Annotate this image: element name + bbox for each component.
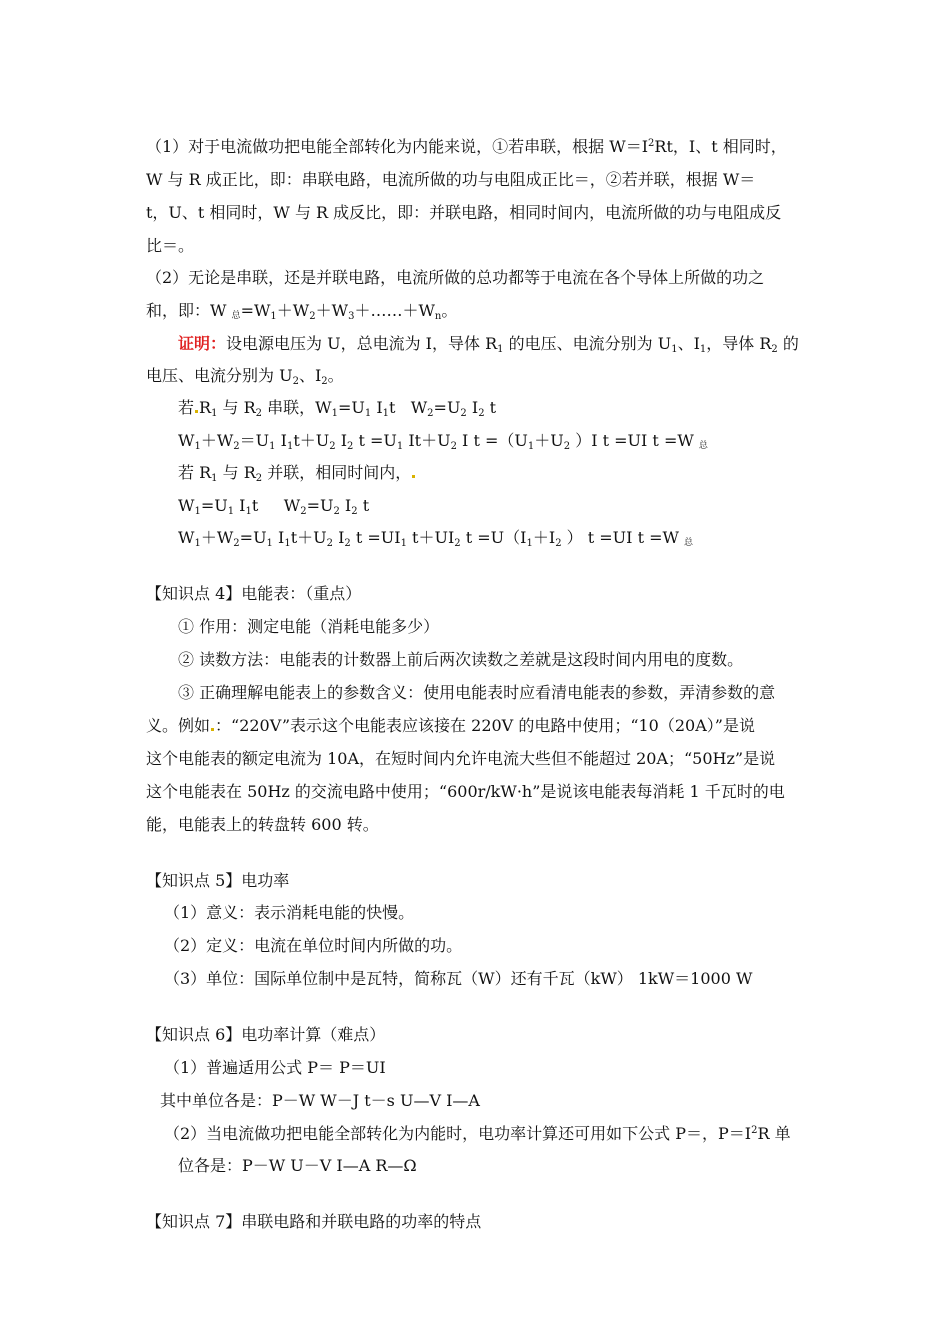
work-para1-line3: t，U、t 相同时，W 与 R 成反比，即：并联电路，相同时间内，电流所做的功与电阻成反: [146, 203, 782, 222]
series-equation: $W_1+W_2=U_1$ $I_1t+U_2$ $I_2$ $t =U_1$ $It+U_2$ I $t =(U_1+U_2$ ）I t =UI t =W 总: [178, 431, 708, 452]
work-para2-line1: （2）无论是串联，还是并联电路，电流所做的总功都等于电流在各个导体上所做的功之: [146, 268, 765, 287]
parallel-equation: $W_1+W_2=U_1$ $I_1t+U_2$ $I_2$ $t =UI_1$ $t+UI_2$ $t =U(I_1+I_2$ ） t =UI t =W 总: [178, 528, 694, 549]
proof-label: 证明：: [178, 334, 227, 353]
work-para2-line2: 和，即：W 总$=W_1+W_2+W_3+\dots\dots+W_n$。: [146, 301, 458, 322]
kp4-cont-4: 能，电能表上的转盘转 600 转。: [146, 815, 379, 834]
kp5-heading: 【知识点 5】电功率: [146, 871, 290, 890]
work-para1-line1: （1）对于电流做功把电能全部转化为内能来说，①若串联，根据 $W=I^2Rt$，I、t 相同时，: [146, 137, 787, 156]
kp4-cont-3: 这个电能表在 50Hz 的交流电路中使用；“600r/kW·h”是说该电能表每消耗 1 千瓦时的电: [146, 782, 785, 801]
kp4-cont-1: 义。例如 ：“220V”表示这个电能表应该接在 220V 的电路中使用；“10（20A）”是说: [146, 716, 755, 735]
parallel-line: $W_1=U_1$ $I_1t$ $W_2=U_2$ $I_2$ t: [178, 496, 370, 517]
kp6-formula-heat: （2）当电流做功把电能全部转化为内能时，电功率计算还可用如下公式 P＝，$P=I^2R$ 单: [164, 1124, 791, 1143]
work-para1-line4: 比＝。: [146, 236, 195, 255]
kp6-heading: 【知识点 6】电功率计算（难点）: [146, 1025, 386, 1044]
kp4-heading: 【知识点 4】电能表：（重点）: [146, 584, 362, 603]
proof-line1: 证明：设电源电压为 U，总电流为 I，导体 $R_1$ 的电压、电流分别为 $U_1$、$I_1$，导体 $R_2$ 的: [178, 334, 799, 355]
kp7-heading: 【知识点 7】串联电路和并联电路的功率的特点: [146, 1212, 482, 1231]
series-heading: 若 $R_1$ 与 $R_2$ 串联，$W_1=U_1$ $I_1t$ $W_2=U_2$ $I_2$ t: [178, 398, 497, 419]
kp6-units-1: 其中单位各是：P－W W－J t－s U—V I—A: [160, 1091, 480, 1110]
kp5-item-1: （1）意义：表示消耗电能的快慢。: [164, 903, 415, 922]
kp4-item-2: ② 读数方法：电能表的计数器上前后两次读数之差就是这段时间内用电的度数。: [178, 650, 744, 669]
kp4-cont-2: 这个电能表的额定电流为 10A，在短时间内允许电流大些但不能超过 20A；“50Hz”是说: [146, 749, 776, 768]
kp5-item-3: （3）单位：国际单位制中是瓦特，简称瓦（W）还有千瓦（kW） 1kW＝1000 W: [164, 969, 753, 988]
kp4-item-3: ③ 正确理解电能表上的参数含义：使用电能表时应看清电能表的参数，弄清参数的意: [178, 683, 776, 702]
kp5-item-2: （2）定义：电流在单位时间内所做的功。: [164, 936, 463, 955]
work-para1-line2: W 与 R 成正比，即：串联电路，电流所做的功与电阻成正比＝，②若并联，根据 W＝: [146, 170, 756, 189]
kp6-formula-general: （1）普遍适用公式 P＝ P＝UI: [164, 1058, 386, 1077]
parallel-heading: 若 $R_1$ 与 $R_2$ 并联，相同时间内，: [178, 463, 416, 483]
proof-line2: 电压、电流分别为 $U_2$、$I_2$。: [146, 366, 344, 387]
kp4-item-1: ① 作用：测定电能（消耗电能多少）: [178, 617, 440, 636]
kp6-units-2: 位各是：P－W U－V I—A R—Ω: [178, 1156, 417, 1175]
